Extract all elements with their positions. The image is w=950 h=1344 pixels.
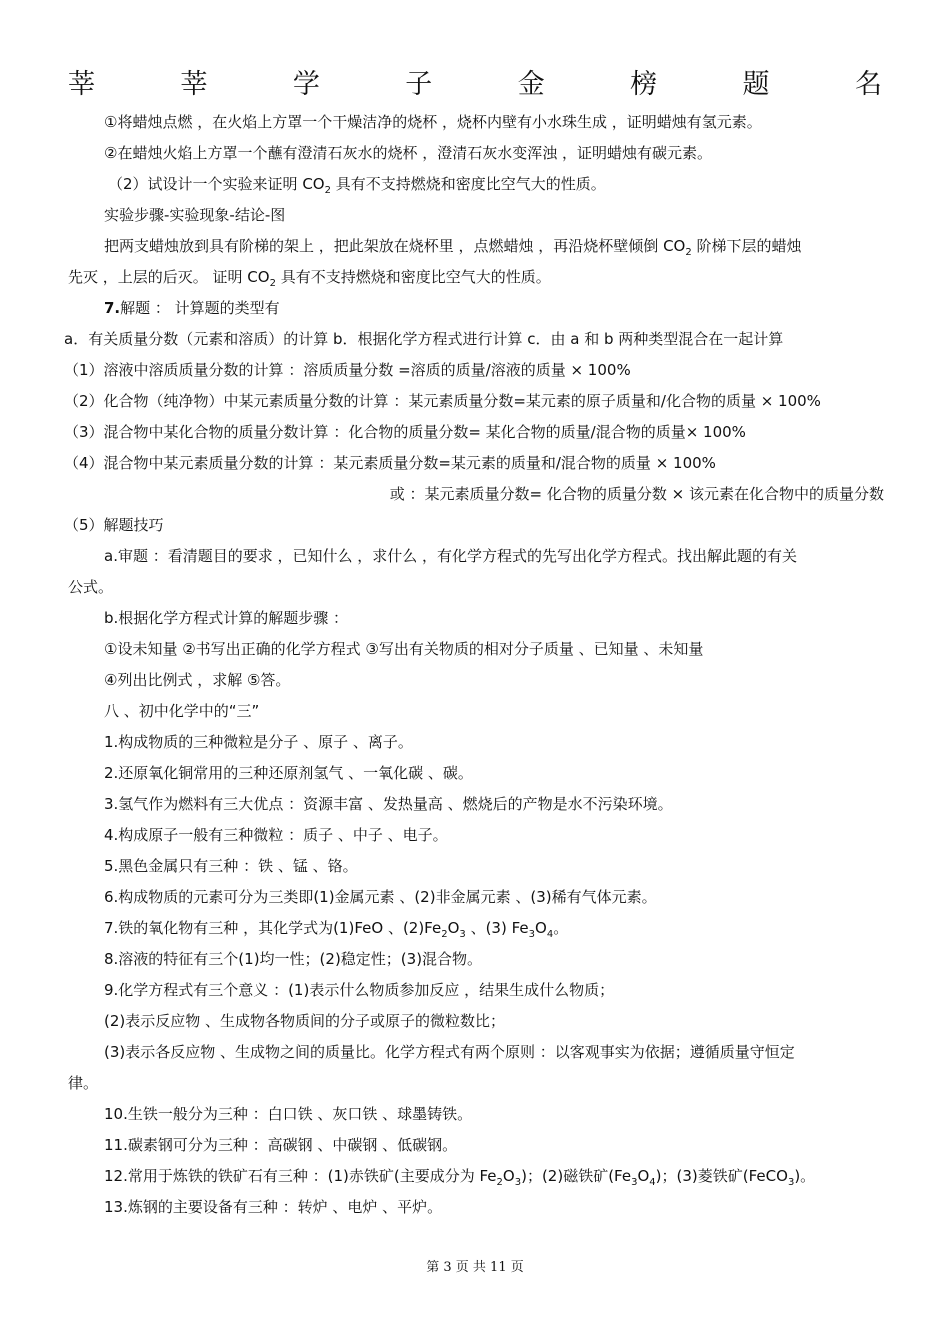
text-line bbox=[68, 169, 884, 200]
text-span: 。 bbox=[553, 919, 569, 937]
text-line: 公式。 bbox=[68, 578, 114, 596]
header-char: 子 bbox=[405, 69, 433, 100]
text-line: a．有关质量分数（元素和溶质）的计算 b．根据化学方程式进行计算 c．由 a 和 b 两种类型混合在一起计算 bbox=[64, 330, 784, 348]
text-line bbox=[68, 231, 884, 262]
text-span: 12.常用于炼铁的铁矿石有三种 ：(1)赤铁矿(主要成分为 Fe bbox=[104, 1167, 497, 1185]
subscript: 4 bbox=[649, 1177, 656, 1188]
subscript: 2 bbox=[685, 247, 692, 258]
text-span: )；(2)磁铁矿(Fe bbox=[521, 1167, 632, 1185]
page-footer: 第 3 页 共 11 页 bbox=[426, 1260, 524, 1275]
text-span: O bbox=[447, 919, 460, 937]
text-span: （2）试设计一个实验来证明 CO bbox=[108, 175, 325, 193]
list-item: 9.化学方程式有三个意义 ：(1)表示什么物质参加反应 ，结果生成什么物质； bbox=[104, 981, 615, 999]
list-item: 1.构成物质的三种微粒是分子 、原子 、离子。 bbox=[104, 733, 413, 751]
section-heading: 八 、初中化学中的“三” bbox=[104, 702, 260, 720]
list-item: 10.生铁一般分为三种 ：白口铁 、灰口铁 、球墨铸铁。 bbox=[104, 1105, 473, 1123]
list-item: 8.溶液的特征有三个(1)均一性；(2)稳定性；(3)混合物。 bbox=[104, 950, 483, 968]
list-item bbox=[68, 913, 884, 944]
subscript: 3 bbox=[514, 1177, 522, 1188]
text-span: O bbox=[535, 919, 547, 937]
text-line: 律。 bbox=[68, 1074, 99, 1092]
header-char: 题 bbox=[742, 69, 770, 100]
list-item: 5.黑色金属只有三种 ：铁 、锰 、铬。 bbox=[104, 857, 358, 875]
text-span: 7.铁的氧化物有三种 ，其化学式为(1)FeO 、(2)Fe bbox=[104, 919, 442, 937]
page-header bbox=[68, 62, 882, 101]
subscript: 3 bbox=[787, 1177, 795, 1188]
subscript: 3 bbox=[631, 1177, 638, 1188]
subscript: 3 bbox=[528, 929, 535, 940]
text-span: 把两支蜡烛放到具有阶梯的架上 ，把此架放在烧杯里 ，点燃蜡烛 ，再沿烧杯壁倾倒 CO bbox=[104, 237, 686, 255]
text-line: （2）化合物（纯净物）中某元素质量分数的计算 ：某元素质量分数=某元素的原子质量和/化合物的质量 × 100% bbox=[64, 392, 821, 410]
text-line: （5）解题技巧 bbox=[64, 516, 164, 534]
header-char: 金 bbox=[517, 69, 545, 100]
text-span: )；(3)菱铁矿(FeCO bbox=[655, 1167, 788, 1185]
text-span: 解题 ： 计算题的类型有 bbox=[120, 299, 280, 317]
list-item: 13.炼钢的主要设备有三种 ：转炉 、电炉 、平炉。 bbox=[104, 1198, 443, 1216]
text-line: 实验步骤-实验现象-结论-图 bbox=[104, 206, 286, 224]
text-span: 具有不支持燃烧和密度比空气大的性质。 bbox=[330, 175, 606, 193]
text-span: O bbox=[637, 1167, 650, 1185]
page-body bbox=[64, 107, 884, 1223]
text-line bbox=[68, 262, 884, 293]
text-line: ②在蜡烛火焰上方罩一个蘸有澄清石灰水的烧杯 ，澄清石灰水变浑浊 ，证明蜡烛有碳元素。 bbox=[104, 144, 712, 162]
list-item: 6.构成物质的元素可分为三类即(1)金属元素 、(2)非金属元素 、(3)稀有气体元素。 bbox=[104, 888, 657, 906]
section-number: 7. bbox=[104, 299, 121, 317]
subscript: 2 bbox=[441, 929, 448, 940]
text-span: )。 bbox=[794, 1167, 816, 1185]
text-span: 先灭 ，上层的后灭。 证明 CO bbox=[68, 268, 270, 286]
subscript: 2 bbox=[269, 278, 276, 289]
header-char: 榜 bbox=[630, 69, 658, 100]
text-span: O bbox=[502, 1167, 515, 1185]
text-line: （3）混合物中某化合物的质量分数计算 ：化合物的质量分数= 某化合物的质量/混合物的质量× 100% bbox=[64, 423, 746, 441]
text-line: b.根据化学方程式计算的解题步骤 ： bbox=[104, 609, 349, 627]
section-heading bbox=[68, 293, 884, 324]
header-char: 莘 bbox=[68, 69, 95, 100]
text-line: （1）溶液中溶质质量分数的计算 ：溶质质量分数 =溶质的质量/溶液的质量 × 100% bbox=[64, 361, 631, 379]
list-item: 11.碳素钢可分为三种 ：高碳钢 、中碳钢 、低碳钢。 bbox=[104, 1136, 458, 1154]
text-line: 或 ：某元素质量分数= 化合物的质量分数 × 该元素在化合物中的质量分数 bbox=[389, 485, 884, 503]
subscript: 2 bbox=[324, 185, 331, 196]
list-item: 3.氢气作为燃料有三大优点 ：资源丰富 、发热量高 、燃烧后的产物是水不污染环境。 bbox=[104, 795, 673, 813]
text-line: a.审题 ：看清题目的要求 ，已知什么 ，求什么 ，有化学方程式的先写出化学方程式。找出解此题的有关 bbox=[104, 547, 798, 565]
header-char: 学 bbox=[292, 69, 320, 100]
subscript: 3 bbox=[459, 929, 466, 940]
text-line: ①将蜡烛点燃 ，在火焰上方罩一个干燥洁净的烧杯 ，烧杯内壁有小水珠生成 ，证明蜡烛有氢元素。 bbox=[104, 113, 762, 131]
header-char: 名 bbox=[854, 69, 882, 100]
text-span: 阶梯下层的蜡烛 bbox=[691, 237, 802, 255]
header-char: 莘 bbox=[180, 69, 208, 100]
text-span: 、(3) Fe bbox=[465, 919, 529, 937]
text-line: (2)表示反应物 、生成物各物质间的分子或原子的微粒数比； bbox=[104, 1012, 506, 1030]
list-item bbox=[68, 1161, 884, 1192]
text-line: ①设未知量 ②书写出正确的化学方程式 ③写出有关物质的相对分子质量 、已知量 、未知量 bbox=[104, 640, 704, 658]
subscript: 2 bbox=[496, 1177, 503, 1188]
list-item: 2.还原氧化铜常用的三种还原剂氢气 、一氧化碳 、碳。 bbox=[104, 764, 473, 782]
text-line: （4）混合物中某元素质量分数的计算 ：某元素质量分数=某元素的质量和/混合物的质量 × 100% bbox=[64, 454, 716, 472]
text-span: 具有不支持燃烧和密度比空气大的性质。 bbox=[275, 268, 551, 286]
list-item: 4.构成原子一般有三种微粒 ：质子 、中子 、电子。 bbox=[104, 826, 448, 844]
subscript: 4 bbox=[546, 929, 554, 940]
text-line: (3)表示各反应物 、生成物之间的质量比。化学方程式有两个原则 ：以客观事实为依据；遵循质量守恒定 bbox=[104, 1043, 795, 1061]
text-line: ④列出比例式 ，求解 ⑤答。 bbox=[104, 671, 291, 689]
